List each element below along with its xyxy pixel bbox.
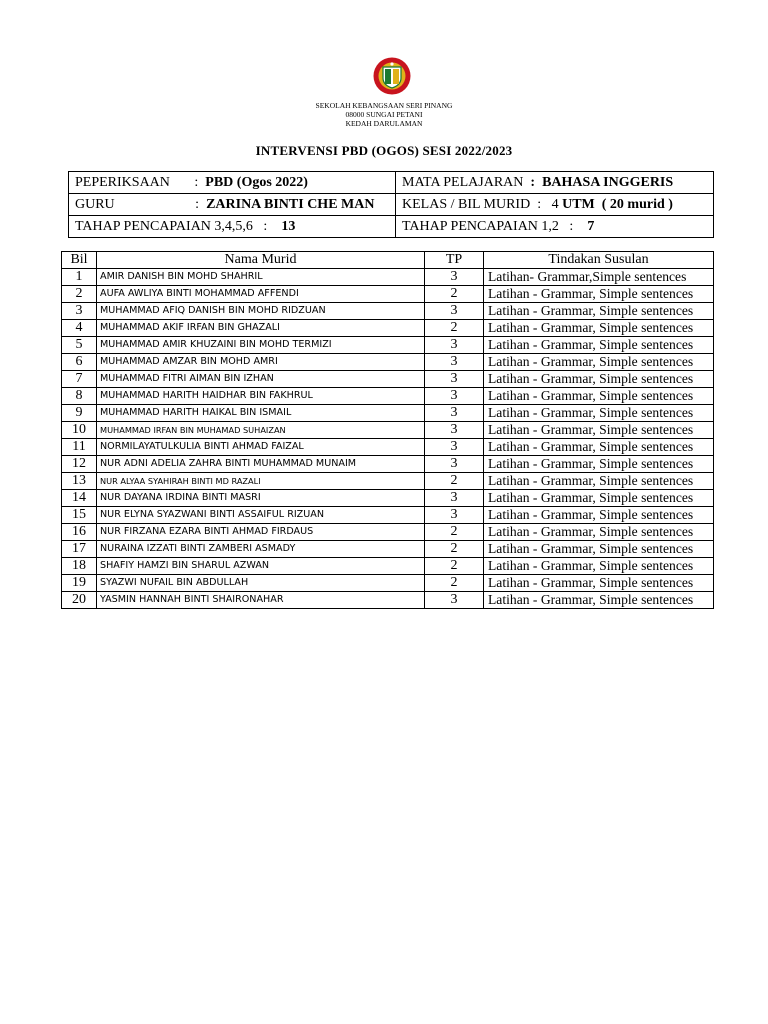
row-tindakan-susulan: Latihan - Grammar, Simple sentences	[484, 456, 714, 473]
mata-pelajaran-cell: MATA PELAJARAN : BAHASA INGGERIS	[396, 172, 714, 194]
row-nama-murid: SYAZWI NUFAIL BIN ABDULLAH	[97, 575, 425, 592]
row-bil: 2	[62, 286, 97, 303]
row-tindakan-susulan: Latihan - Grammar, Simple sentences	[484, 388, 714, 405]
row-bil: 1	[62, 269, 97, 286]
table-row	[62, 388, 714, 405]
row-nama-murid: NORMILAYATULKULIA BINTI AHMAD FAIZAL	[97, 439, 425, 456]
row-nama-murid: MUHAMMAD AMIR KHUZAINI BIN MOHD TERMIZI	[97, 337, 425, 354]
row-nama-murid: SHAFIY HAMZI BIN SHARUL AZWAN	[97, 558, 425, 575]
kelas-label: KELAS / BIL MURID	[402, 196, 531, 212]
mata-pelajaran-label: MATA PELAJARAN	[402, 174, 524, 190]
row-tp: 2	[425, 286, 484, 303]
peperiksaan-value: PBD (Ogos 2022)	[205, 174, 308, 190]
row-bil: 18	[62, 558, 97, 575]
row-bil: 8	[62, 388, 97, 405]
header-nama-murid: Nama Murid	[97, 252, 425, 269]
peperiksaan-label: PEPERIKSAAN	[75, 174, 170, 190]
row-bil: 7	[62, 371, 97, 388]
guru-label: GURU	[75, 196, 115, 212]
student-intervention-table	[61, 251, 714, 609]
table-row	[62, 320, 714, 337]
row-tp: 3	[425, 592, 484, 609]
row-tindakan-susulan: Latihan - Grammar, Simple sentences	[484, 592, 714, 609]
row-tp: 3	[425, 507, 484, 524]
row-bil: 14	[62, 490, 97, 507]
row-nama-murid: MUHAMMAD AMZAR BIN MOHD AMRI	[97, 354, 425, 371]
row-nama-murid: NUR ELYNA SYAZWANI BINTI ASSAIFUL RIZUAN	[97, 507, 425, 524]
row-tindakan-susulan: Latihan - Grammar, Simple sentences	[484, 439, 714, 456]
tahap-high-label: TAHAP PENCAPAIAN 3,4,5,6	[75, 218, 253, 234]
row-tindakan-susulan: Latihan - Grammar, Simple sentences	[484, 320, 714, 337]
row-nama-murid: NUR FIRZANA EZARA BINTI AHMAD FIRDAUS	[97, 524, 425, 541]
row-tindakan-susulan: Latihan - Grammar, Simple sentences	[484, 371, 714, 388]
row-tindakan-susulan: Latihan- Grammar,Simple sentences	[484, 269, 714, 286]
table-row	[62, 473, 714, 490]
row-tp: 3	[425, 371, 484, 388]
school-name: SEKOLAH KEBANGSAAN SERI PINANG	[315, 101, 453, 110]
row-tindakan-susulan: Latihan - Grammar, Simple sentences	[484, 422, 714, 439]
school-state: KEDAH DARULAMAN	[345, 119, 423, 128]
table-row	[62, 490, 714, 507]
table-row	[62, 541, 714, 558]
table-header-row	[62, 252, 714, 269]
row-tindakan-susulan: Latihan - Grammar, Simple sentences	[484, 354, 714, 371]
row-tp: 2	[425, 541, 484, 558]
header-tindakan-susulan: Tindakan Susulan	[484, 252, 714, 269]
school-postcode-city: 08000 SUNGAI PETANI	[345, 110, 423, 119]
kelas-count: ( 20 murid )	[601, 196, 673, 212]
row-nama-murid: NUR ALYAA SYAHIRAH BINTI MD RAZALI	[97, 473, 425, 490]
table-row	[62, 507, 714, 524]
tahap-high-value: 13	[281, 218, 296, 234]
row-tp: 2	[425, 558, 484, 575]
row-nama-murid: YASMIN HANNAH BINTI SHAIRONAHAR	[97, 592, 425, 609]
header-tp: TP	[425, 252, 484, 269]
row-tp: 3	[425, 422, 484, 439]
row-tindakan-susulan: Latihan - Grammar, Simple sentences	[484, 303, 714, 320]
exam-info-table	[68, 171, 714, 238]
row-bil: 4	[62, 320, 97, 337]
row-bil: 11	[62, 439, 97, 456]
row-bil: 6	[62, 354, 97, 371]
row-tp: 2	[425, 473, 484, 490]
table-row	[62, 269, 714, 286]
kelas-cell: KELAS / BIL MURID : 4 UTM ( 20 murid )	[396, 194, 714, 216]
row-tp: 3	[425, 269, 484, 286]
document-title: INTERVENSI PBD (OGOS) SESI 2022/2023	[255, 143, 513, 158]
row-nama-murid: MUHAMMAD HARITH HAIDHAR BIN FAKHRUL	[97, 388, 425, 405]
row-tindakan-susulan: Latihan - Grammar, Simple sentences	[484, 405, 714, 422]
table-row	[62, 303, 714, 320]
row-bil: 16	[62, 524, 97, 541]
row-bil: 15	[62, 507, 97, 524]
row-tindakan-susulan: Latihan - Grammar, Simple sentences	[484, 473, 714, 490]
row-tp: 2	[425, 524, 484, 541]
row-tp: 3	[425, 490, 484, 507]
guru-value: ZARINA BINTI CHE MAN	[206, 196, 375, 212]
row-tindakan-susulan: Latihan - Grammar, Simple sentences	[484, 558, 714, 575]
table-row	[62, 337, 714, 354]
row-nama-murid: MUHAMMAD IRFAN BIN MUHAMAD SUHAIZAN	[97, 422, 425, 439]
row-nama-murid: NUR DAYANA IRDINA BINTI MASRI	[97, 490, 425, 507]
row-nama-murid: NUR ADNI ADELIA ZAHRA BINTI MUHAMMAD MUNAIM	[97, 456, 425, 473]
row-tp: 3	[425, 439, 484, 456]
row-nama-murid: AUFA AWLIYA BINTI MOHAMMAD AFFENDI	[97, 286, 425, 303]
row-nama-murid: NURAINA IZZATI BINTI ZAMBERI ASMADY	[97, 541, 425, 558]
row-nama-murid: MUHAMMAD FITRI AIMAN BIN IZHAN	[97, 371, 425, 388]
row-tp: 3	[425, 303, 484, 320]
tahap-low-value: 7	[587, 218, 595, 234]
row-bil: 13	[62, 473, 97, 490]
tahap-low-label: TAHAP PENCAPAIAN 1,2	[402, 218, 559, 234]
school-crest-logo	[372, 56, 412, 96]
row-bil: 5	[62, 337, 97, 354]
table-row	[62, 371, 714, 388]
row-tp: 3	[425, 354, 484, 371]
row-tp: 2	[425, 575, 484, 592]
table-row	[62, 558, 714, 575]
row-tindakan-susulan: Latihan - Grammar, Simple sentences	[484, 507, 714, 524]
tahap-high-cell: TAHAP PENCAPAIAN 3,4,5,6 : 13	[69, 216, 396, 238]
student-rows	[62, 269, 714, 609]
row-tp: 3	[425, 456, 484, 473]
row-tp: 3	[425, 388, 484, 405]
row-tindakan-susulan: Latihan - Grammar, Simple sentences	[484, 541, 714, 558]
kelas-year: 4	[551, 196, 559, 212]
table-row	[62, 575, 714, 592]
row-tindakan-susulan: Latihan - Grammar, Simple sentences	[484, 575, 714, 592]
row-nama-murid: MUHAMMAD AKIF IRFAN BIN GHAZALI	[97, 320, 425, 337]
row-bil: 12	[62, 456, 97, 473]
row-tp: 3	[425, 405, 484, 422]
row-tp: 3	[425, 337, 484, 354]
table-row	[62, 405, 714, 422]
row-tindakan-susulan: Latihan - Grammar, Simple sentences	[484, 286, 714, 303]
table-row	[62, 354, 714, 371]
row-nama-murid: AMIR DANISH BIN MOHD SHAHRIL	[97, 269, 425, 286]
table-row	[62, 456, 714, 473]
table-row	[62, 422, 714, 439]
table-row	[62, 439, 714, 456]
row-nama-murid: MUHAMMAD HARITH HAIKAL BIN ISMAIL	[97, 405, 425, 422]
table-row	[62, 286, 714, 303]
kelas-class: UTM	[562, 196, 595, 212]
row-bil: 3	[62, 303, 97, 320]
mata-pelajaran-value: BAHASA INGGERIS	[542, 174, 674, 190]
row-bil: 9	[62, 405, 97, 422]
header-bil: Bil	[62, 252, 97, 269]
row-nama-murid: MUHAMMAD AFIQ DANISH BIN MOHD RIDZUAN	[97, 303, 425, 320]
row-tp: 2	[425, 320, 484, 337]
table-row	[62, 524, 714, 541]
row-bil: 19	[62, 575, 97, 592]
row-bil: 17	[62, 541, 97, 558]
tahap-low-cell: TAHAP PENCAPAIAN 1,2 : 7	[396, 216, 714, 238]
row-tindakan-susulan: Latihan - Grammar, Simple sentences	[484, 490, 714, 507]
peperiksaan-cell: PEPERIKSAAN : PBD (Ogos 2022)	[69, 172, 396, 194]
row-tindakan-susulan: Latihan - Grammar, Simple sentences	[484, 337, 714, 354]
row-bil: 10	[62, 422, 97, 439]
table-row	[62, 592, 714, 609]
row-tindakan-susulan: Latihan - Grammar, Simple sentences	[484, 524, 714, 541]
guru-cell: GURU : ZARINA BINTI CHE MAN	[69, 194, 396, 216]
school-address	[0, 101, 768, 128]
row-bil: 20	[62, 592, 97, 609]
